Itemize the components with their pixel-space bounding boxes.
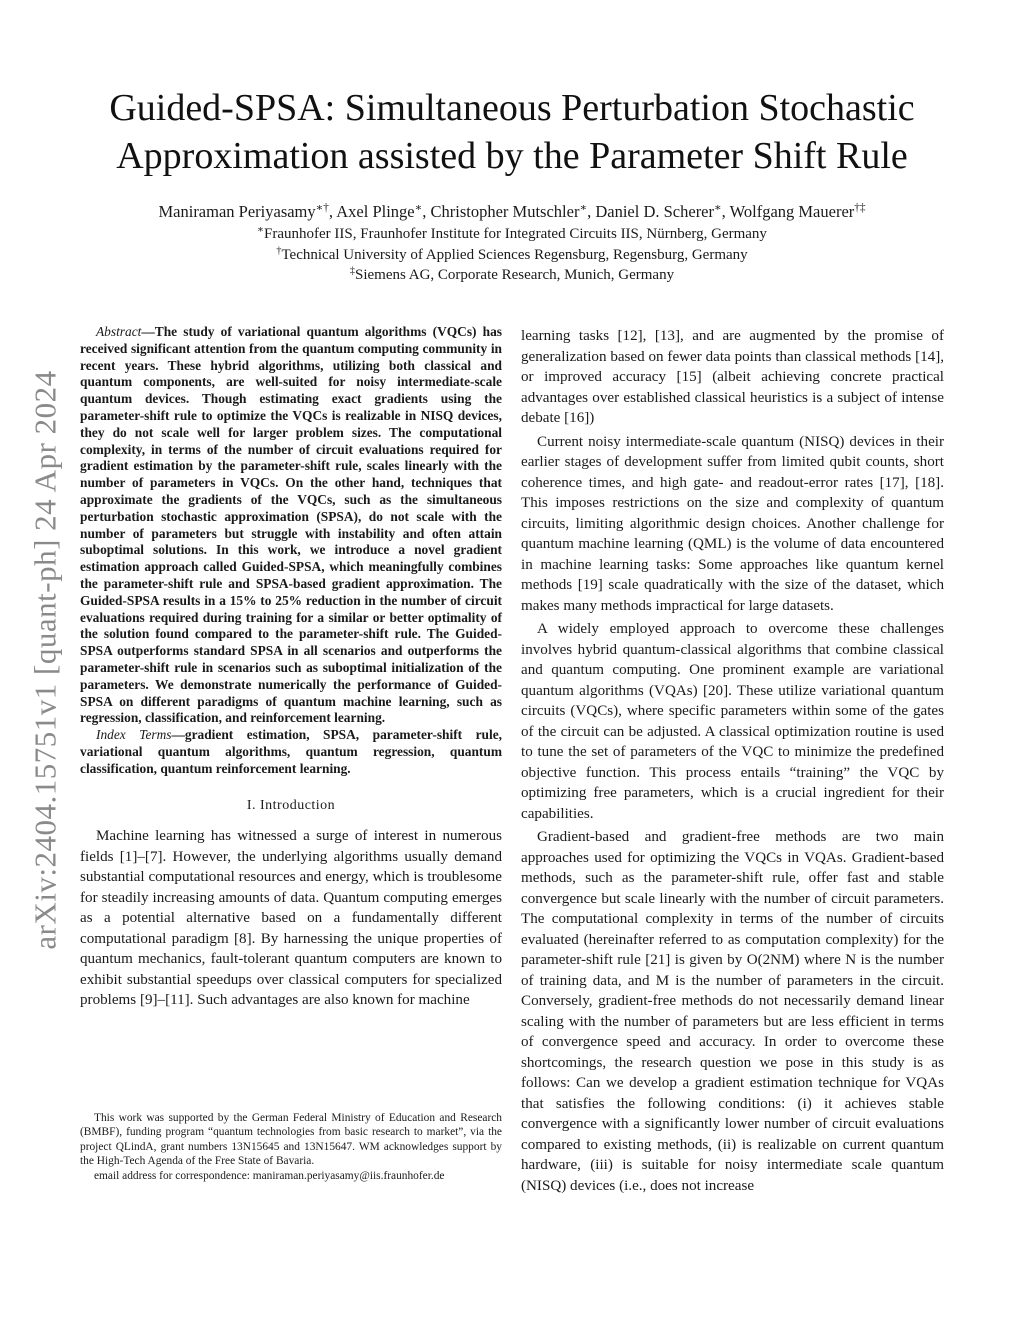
affiliation-mark: ∗ [257, 224, 264, 236]
arxiv-id: arXiv:2404.15751v1 [quant-ph] 24 Apr 2024 [28, 370, 64, 950]
paper-title [60, 84, 964, 180]
index-terms-label: Index Terms [96, 727, 172, 743]
author-list: Maniraman Periyasamy∗†, Axel Plinge∗, Christopher Mutschler∗, Daniel D. Scherer∗, Wolfgang Mauerer†‡ [158, 201, 866, 221]
index-terms [80, 727, 502, 777]
author: Axel Plinge [336, 202, 415, 221]
author-marks: ∗ [414, 201, 423, 214]
title-line-2: Approximation assisted by the Parameter Shift Rule [116, 135, 908, 177]
author-marks: ∗† [315, 201, 329, 214]
author: Maniraman Periyasamy [158, 202, 316, 221]
author: Daniel D. Scherer [595, 202, 715, 221]
author-marks: †‡ [854, 201, 866, 214]
affiliation-text: Technical University of Applied Sciences Regensburg, Regensburg, Germany [281, 246, 748, 263]
author-marks: ∗ [714, 201, 722, 214]
affiliation [60, 224, 964, 245]
affiliation-text: Siemens AG, Corporate Research, Munich, Germany [355, 267, 675, 283]
author: Wolfgang Mauerer [729, 202, 855, 221]
affiliation-text: Fraunhofer IIS, Fraunhofer Institute for Integrated Circuits IIS, Nürnberg, Germany [264, 226, 767, 242]
author: Christopher Mutschler [430, 202, 580, 221]
index-terms-text: —gradient estimation, SPSA, parameter-shift rule, variational quantum algorithms, quantum regression, quantum classification, quantum reinforcement learning. [80, 727, 502, 776]
right-column [521, 326, 944, 1199]
abstract-label: Abstract [96, 324, 142, 339]
title-line-1: Guided-SPSA: Simultaneous Perturbation Stochastic [109, 87, 915, 129]
left-column [80, 324, 502, 1011]
funding-footnote: This work was supported by the German Federal Ministry of Education and Research (BMBF), funding program “quantum technologies from basic research to market”, via the project QLindA, grant numbers 13N15645 and 13N15647. WM acknowledges support by the High-Tech Agenda of the Free State of Bavaria. [80, 1112, 502, 1168]
arxiv-sidebar-stamp [8, 340, 84, 980]
paragraph: Gradient-based and gradient-free methods are two main approaches used for optimizing the VQCs in VQAs. Gradient-based methods, such as the parameter-shift rule, offer fast and stable convergence but scale linearly with the number of circuit parameters. The computational complexity in terms of the number of circuits evaluated (hereinafter referred to as computation complexity) for the parameter-shift rule [21] is given by O(2NM) where N is the number of training data, and M is the number of parameters in the circuit. Conversely, gradient-free methods do not necessarily demand linear scaling with the number of parameters but are less efficient in terms of convergence speed and accuracy. In order to overcome these shortcomings, the research question we pose in this study is as follows: Can we develop a gradient estimation technique for VQAs that satisfies the following conditions: (i) it achieves stable convergence with a significantly lower number of circuit evaluations compared to existing methods, (ii) is realizable on current quantum hardware, (iii) is suitable for noisy intermediate scale quantum (NISQ) devices (i.e., does not increase [521, 829, 944, 1194]
paragraph: A widely employed approach to overcome these challenges involves hybrid quantum-classical algorithms that combine classical and quantum computing. One prominent example are variational quantum algorithms (VQAs) [20]. These utilize variational quantum circuits (VQCs), where specific parameters within some of the gates of the circuit can be adjusted. A classical optimization routine is used to tune the set of parameters of the VQC to minimize the predefined objective function. This process entails “training” the VQC by optimizing free parameters, which is a crucial ingredient for their capabilities. [521, 621, 944, 822]
section-heading: I. Introduction [246, 797, 336, 813]
footnotes [80, 1111, 502, 1183]
affiliation [60, 245, 964, 266]
affiliation-mark: † [276, 244, 282, 256]
abstract-text: —The study of variational quantum algorithms (VQCs) has received significant attention from the quantum computing community in recent years. These hybrid algorithms, utilizing both classical and quantum components, are well-suited for noisy intermediate-scale quantum devices. Though estimating exact gradients using the parameter-shift rule to optimize the VQCs is realizable in NISQ devices, they do not scale well for larger problem sizes. The computational complexity, in terms of the number of circuit evaluations required for gradient estimation by the parameter-shift rule, scales linearly with the number of parameters in VQCs. On the other hand, techniques that approximate the gradients of the VQCs, such as the simultaneous perturbation stochastic approximation (SPSA), do not scale with the number of parameters but struggle with instability and often attain suboptimal solutions. In this work, we introduce a novel gradient estimation approach called Guided-SPSA, which meaningfully combines the parameter-shift rule and SPSA-based gradient approximation. The Guided-SPSA results in a 15% to 25% reduction in the number of circuit evaluations required during training for a similar or better optimality of the solution found compared to the parameter-shift rule. The Guided-SPSA outperforms standard SPSA in all scenarios and outperforms the parameter-shift rule in scenarios such as suboptimal initialization of the parameters. We demonstrate numerically the performance of Guided-SPSA on different paradigms of quantum machine learning, such as regression, classification, and reinforcement learning. [80, 324, 502, 726]
paragraph: learning tasks [12], [13], and are augmented by the promise of generalization based on fewer data points than classical methods [14], or improved accuracy [15] (albeit achieving concrete practical advantages over established classical heuristics is a subject of intense debate [16]) [521, 328, 944, 426]
intro-paragraph: Machine learning has witnessed a surge of interest in numerous fields [1]–[7]. However, the underlying algorithms usually demand substantial computational resources and energy, which is troublesome for steadily increasing amounts of data. Quantum computing emerges as a potential alternative based on a fundamentally different computational paradigm [8]. By harnessing the unique properties of quantum mechanics, fault-tolerant quantum computers are known to exhibit substantial speedups over classical computers for specialized problems [9]–[11]. Such advantages are also known for machine [80, 828, 502, 1009]
abstract [80, 324, 502, 727]
affiliation [60, 265, 964, 286]
email-footnote: email address for correspondence: maniraman.periyasamy@iis.fraunhofer.de [94, 1169, 445, 1182]
affiliation-mark: ‡ [349, 265, 355, 277]
author-marks: ∗ [579, 201, 588, 214]
paragraph: Current noisy intermediate-scale quantum (NISQ) devices in their earlier stages of development suffer from limited qubit counts, short coherence times, and high gate- and readout-error rates [17], [18]. This imposes restrictions on the size and complexity of quantum circuits, limiting algorithmic design choices. Another challenge for quantum machine learning (QML) is the volume of data encountered in machine learning tasks: Some approaches like quantum kernel methods [19] scale quadratically with the size of the dataset, which makes many methods impractical for large datasets. [521, 433, 944, 614]
affiliation-list [60, 224, 964, 286]
